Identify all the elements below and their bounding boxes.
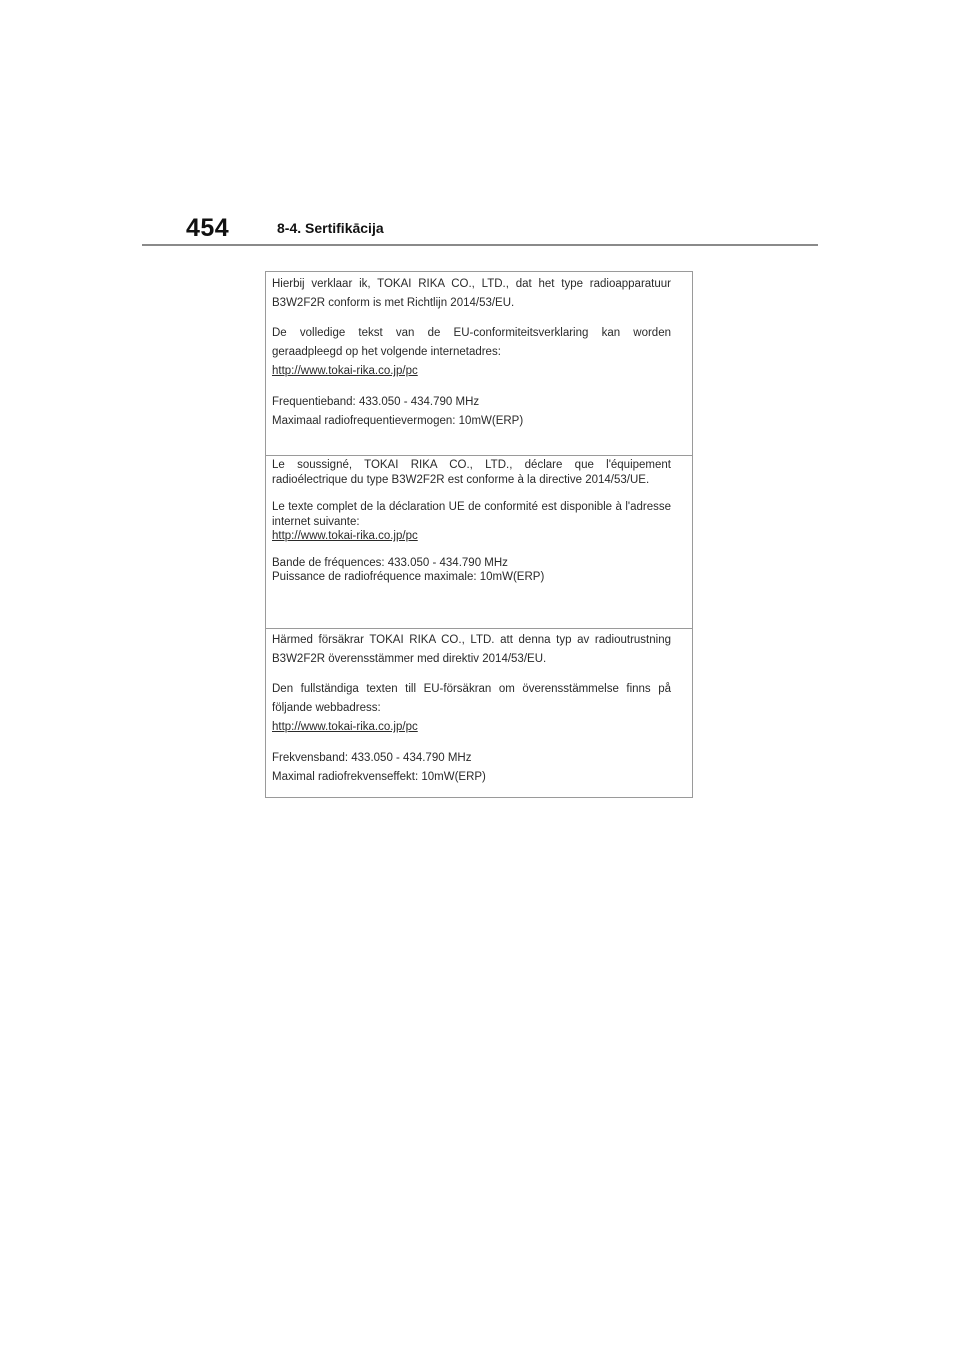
dutch-full-text-intro: De volledige tekst van de EU-conformiteitsverklaring kan worden geraadpleegd op het volgende internetadres: — [272, 327, 671, 358]
section-title: 8-4. Sertifikācija — [277, 220, 384, 236]
certification-box — [265, 271, 693, 798]
french-full-text-intro: Le texte complet de la déclaration UE de conformité est disponible à l'adresse internet suivante: — [272, 501, 671, 528]
swedish-declaration-link[interactable]: http://www.tokai-rika.co.jp/pc — [272, 721, 418, 733]
page-header — [142, 208, 818, 246]
swedish-full-text-paragraph — [272, 680, 671, 737]
dutch-specs — [272, 393, 671, 431]
dutch-max-power: Maximaal radiofrequentievermogen: 10mW(ERP) — [272, 415, 524, 427]
header-divider — [142, 244, 818, 246]
swedish-max-power: Maximal radiofrekvenseffekt: 10mW(ERP) — [272, 771, 486, 783]
french-full-text-paragraph — [272, 500, 671, 544]
dutch-declaration-text: Hierbij verklaar ik, TOKAI RIKA CO., LTD., dat het type radioapparatuur B3W2F2R conform is met Richtlijn 2014/53/EU. — [272, 278, 671, 309]
dutch-declaration-block — [266, 272, 692, 455]
swedish-frequency-band: Frekvensband: 433.050 - 434.790 MHz — [272, 752, 472, 764]
swedish-declaration-text: Härmed försäkrar TOKAI RIKA CO., LTD. att denna typ av radioutrustning B3W2F2R överensstämmer med direktiv 2014/53/EU. — [272, 634, 671, 665]
french-declaration-link[interactable]: http://www.tokai-rika.co.jp/pc — [272, 530, 418, 542]
dutch-frequency-band: Frequentieband: 433.050 - 434.790 MHz — [272, 396, 480, 408]
swedish-declaration-block — [266, 628, 692, 798]
french-max-power: Puissance de radiofréquence maximale: 10mW(ERP) — [272, 571, 545, 583]
dutch-full-text-paragraph — [272, 324, 671, 381]
dutch-declaration-link[interactable]: http://www.tokai-rika.co.jp/pc — [272, 365, 418, 377]
french-declaration-text: Le soussigné, TOKAI RIKA CO., LTD., déclare que l'équipement radioélectrique du type B3W2F2R est conforme à la directive 2014/53/UE. — [272, 459, 671, 486]
french-frequency-band: Bande de fréquences: 433.050 - 434.790 MHz — [272, 556, 508, 569]
swedish-specs — [272, 749, 671, 787]
french-declaration-block — [266, 455, 692, 628]
swedish-full-text-intro: Den fullständiga texten till EU-försäkran om överensstämmelse finns på följande webbadress: — [272, 683, 671, 714]
french-specs — [272, 556, 671, 585]
page-number: 454 — [186, 214, 230, 242]
